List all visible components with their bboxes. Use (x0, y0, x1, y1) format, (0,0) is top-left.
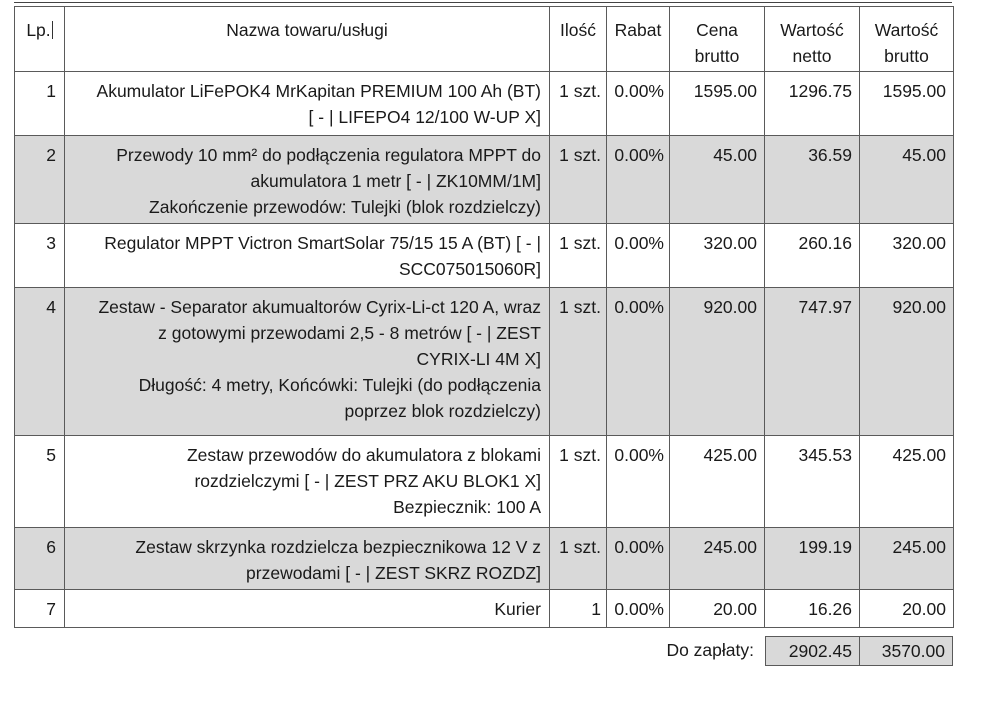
item-name (65, 136, 550, 224)
item-quantity: 1 szt. (550, 136, 607, 224)
table-row (15, 72, 954, 136)
text-cursor (52, 21, 53, 39)
item-quantity: 1 szt. (550, 72, 607, 136)
table-row (15, 288, 954, 436)
header-qty: Ilość (550, 7, 607, 72)
row-number: 3 (15, 224, 65, 288)
item-name-line: Kurier (494, 599, 541, 619)
header-discount: Rabat (607, 7, 670, 72)
item-price-gross: 1595.00 (670, 72, 765, 136)
item-name (65, 436, 550, 528)
item-price-gross: 245.00 (670, 528, 765, 590)
item-name-line: Regulator MPPT Victron SmartSolar 75/15 15 A (BT) [ - | (104, 233, 541, 253)
item-quantity: 1 szt. (550, 288, 607, 436)
item-name-line: Zakończenie przewodów: Tulejki (blok rozdzielczy) (149, 197, 541, 217)
item-price-gross: 320.00 (670, 224, 765, 288)
item-price-gross: 920.00 (670, 288, 765, 436)
table-row (15, 136, 954, 224)
item-price-gross: 45.00 (670, 136, 765, 224)
item-discount: 0.00% (607, 528, 670, 590)
totals-row (14, 636, 953, 666)
item-quantity: 1 szt. (550, 436, 607, 528)
item-name-line: rozdzielczymi [ - | ZEST PRZ AKU BLOK1 X] (194, 471, 541, 491)
item-gross-value: 20.00 (860, 590, 954, 628)
item-name-line: przewodami [ - | ZEST SKRZ ROZDZ] (246, 563, 541, 583)
item-name-line: Zestaw - Separator akumualtorów Cyrix-Li-ct 120 A, wraz (98, 297, 541, 317)
item-name-line: Akumulator LiFePOK4 MrKapitan PREMIUM 100 Ah (BT) (96, 81, 541, 101)
item-name-line: Zestaw skrzynka rozdzielcza bezpiecznikowa 12 V z (135, 537, 541, 557)
item-gross-value: 245.00 (860, 528, 954, 590)
item-name-line: [ - | LIFEPO4 12/100 W-UP X] (308, 107, 541, 127)
item-gross-value: 920.00 (860, 288, 954, 436)
item-name (65, 288, 550, 436)
row-number: 1 (15, 72, 65, 136)
item-name (65, 72, 550, 136)
item-name-line: z gotowymi przewodami 2,5 - 8 metrów [ - | ZEST (158, 323, 541, 343)
invoice-items-table (14, 6, 954, 628)
header-net-value: Wartość netto (765, 7, 860, 72)
item-name (65, 528, 550, 590)
item-net-value: 16.26 (765, 590, 860, 628)
table-header-row (15, 7, 954, 72)
item-net-value: 345.53 (765, 436, 860, 528)
header-lp: Lp. (15, 7, 65, 72)
row-number: 6 (15, 528, 65, 590)
table-row (15, 528, 954, 590)
header-name: Nazwa towaru/usługi (65, 7, 550, 72)
row-number: 5 (15, 436, 65, 528)
total-net-value: 2902.45 (765, 636, 860, 666)
item-quantity: 1 (550, 590, 607, 628)
header-gross-value: Wartość brutto (860, 7, 954, 72)
item-net-value: 36.59 (765, 136, 860, 224)
table-row (15, 590, 954, 628)
item-name-line: Przewody 10 mm² do podłączenia regulatora MPPT do (116, 145, 541, 165)
item-gross-value: 45.00 (860, 136, 954, 224)
item-quantity: 1 szt. (550, 224, 607, 288)
item-net-value: 1296.75 (765, 72, 860, 136)
top-divider (14, 2, 952, 3)
item-name-line: akumulatora 1 metr [ - | ZK10MM/1M] (250, 171, 541, 191)
total-gross-value: 3570.00 (859, 636, 953, 666)
header-price-gross: Cena brutto (670, 7, 765, 72)
table-row (15, 436, 954, 528)
item-price-gross: 20.00 (670, 590, 765, 628)
item-discount: 0.00% (607, 136, 670, 224)
amount-due-label: Do zapłaty: (666, 640, 754, 660)
item-price-gross: 425.00 (670, 436, 765, 528)
item-name-line: poprzez blok rozdzielczy) (344, 401, 541, 421)
item-name (65, 590, 550, 628)
item-net-value: 747.97 (765, 288, 860, 436)
item-quantity: 1 szt. (550, 528, 607, 590)
item-discount: 0.00% (607, 436, 670, 528)
item-name-line: CYRIX-LI 4M X] (416, 349, 541, 369)
item-name-line: Długość: 4 metry, Końcówki: Tulejki (do podłączenia (138, 375, 541, 395)
item-gross-value: 320.00 (860, 224, 954, 288)
item-discount: 0.00% (607, 288, 670, 436)
item-discount: 0.00% (607, 590, 670, 628)
item-discount: 0.00% (607, 224, 670, 288)
item-net-value: 199.19 (765, 528, 860, 590)
row-number: 4 (15, 288, 65, 436)
item-net-value: 260.16 (765, 224, 860, 288)
item-gross-value: 1595.00 (860, 72, 954, 136)
item-gross-value: 425.00 (860, 436, 954, 528)
item-name-line: Zestaw przewodów do akumulatora z blokami (186, 445, 541, 465)
item-name-line: SCC075015060R] (398, 259, 541, 279)
row-number: 7 (15, 590, 65, 628)
row-number: 2 (15, 136, 65, 224)
item-name (65, 224, 550, 288)
table-row (15, 224, 954, 288)
item-discount: 0.00% (607, 72, 670, 136)
item-name-line: Bezpiecznik: 100 A (393, 497, 541, 517)
